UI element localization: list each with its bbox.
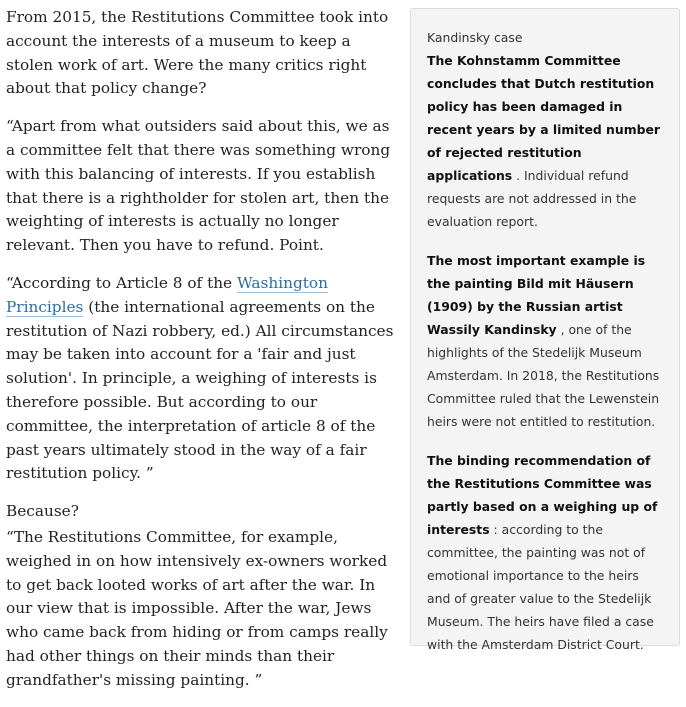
sidebar-block	[427, 49, 663, 233]
sidebar-kicker: Kandinsky case	[427, 30, 523, 45]
article-paragraph: From 2015, the Restitutions Committee took into account the interests of a museum to keep a stolen work of art. Were the many critics right about that policy change?	[6, 8, 389, 98]
paragraph-text: (the international agreements on the restitution of Nazi robbery, ed.) All circumstances may be taken into account for a 'fair and just solution'. In principle, a weighing of interests is therefore possible. But according to our committee, the interpretation of article 8 of the past years ultimately stood in the way of a fair restitution policy. ”	[6, 297, 394, 483]
sidebar-block	[427, 449, 663, 656]
paragraph-text: “According to Article 8 of the	[6, 273, 237, 292]
sidebar-text: : according to the committee, the painting was not of emotional importance to the heirs and of greater value to the Stedelijk Museum. The heirs have filed a case with the Amsterdam District Court.	[427, 522, 654, 652]
sidebar-text: , one of the highlights of the Stedelijk Museum Amsterdam. In 2018, the Restitutions Committee ruled that the Lewenstein heirs were not entitled to restitution.	[427, 322, 660, 429]
article-paragraph: “The Restitutions Committee, for example, weighed in on how intensively ex-owners worked to get back looted works of art after the war. In our view that is impossible. After the war, Jews who came back from hiding or from camps really had other things on their minds than their grandfather's missing painting. ”	[6, 527, 388, 689]
kandinsky-case-sidebar	[410, 8, 680, 652]
washington-principles-link[interactable]: Washington Principles	[6, 273, 328, 316]
sidebar-text: . Individual refund requests are not addressed in the evaluation report.	[427, 168, 637, 229]
article-paragraph: “Apart from what outsiders said about this, we as a committee felt that there was something wrong with this balancing of interests. If you establish that there is a rightholder for stolen art, then the weighting of interests is actually no longer relevant. Then you have to refund. Point.	[6, 117, 391, 255]
article-paragraph	[6, 272, 394, 486]
sidebar-highlight: The Kohnstamm Committee concludes that Dutch restitution policy has been damaged in recent years by a limited number of rejected restitution applications	[427, 53, 660, 183]
sidebar-highlight: The binding recommendation of the Restitutions Committee was partly based on a weighing up of interests	[427, 453, 658, 537]
sidebar-highlight: The most important example is the painting Bild mit Häusern (1909) by the Russian artist Wassily Kandinsky	[427, 253, 646, 337]
interview-question: Because?	[6, 502, 79, 521]
sidebar-block	[427, 249, 663, 433]
article-body	[6, 6, 394, 707]
